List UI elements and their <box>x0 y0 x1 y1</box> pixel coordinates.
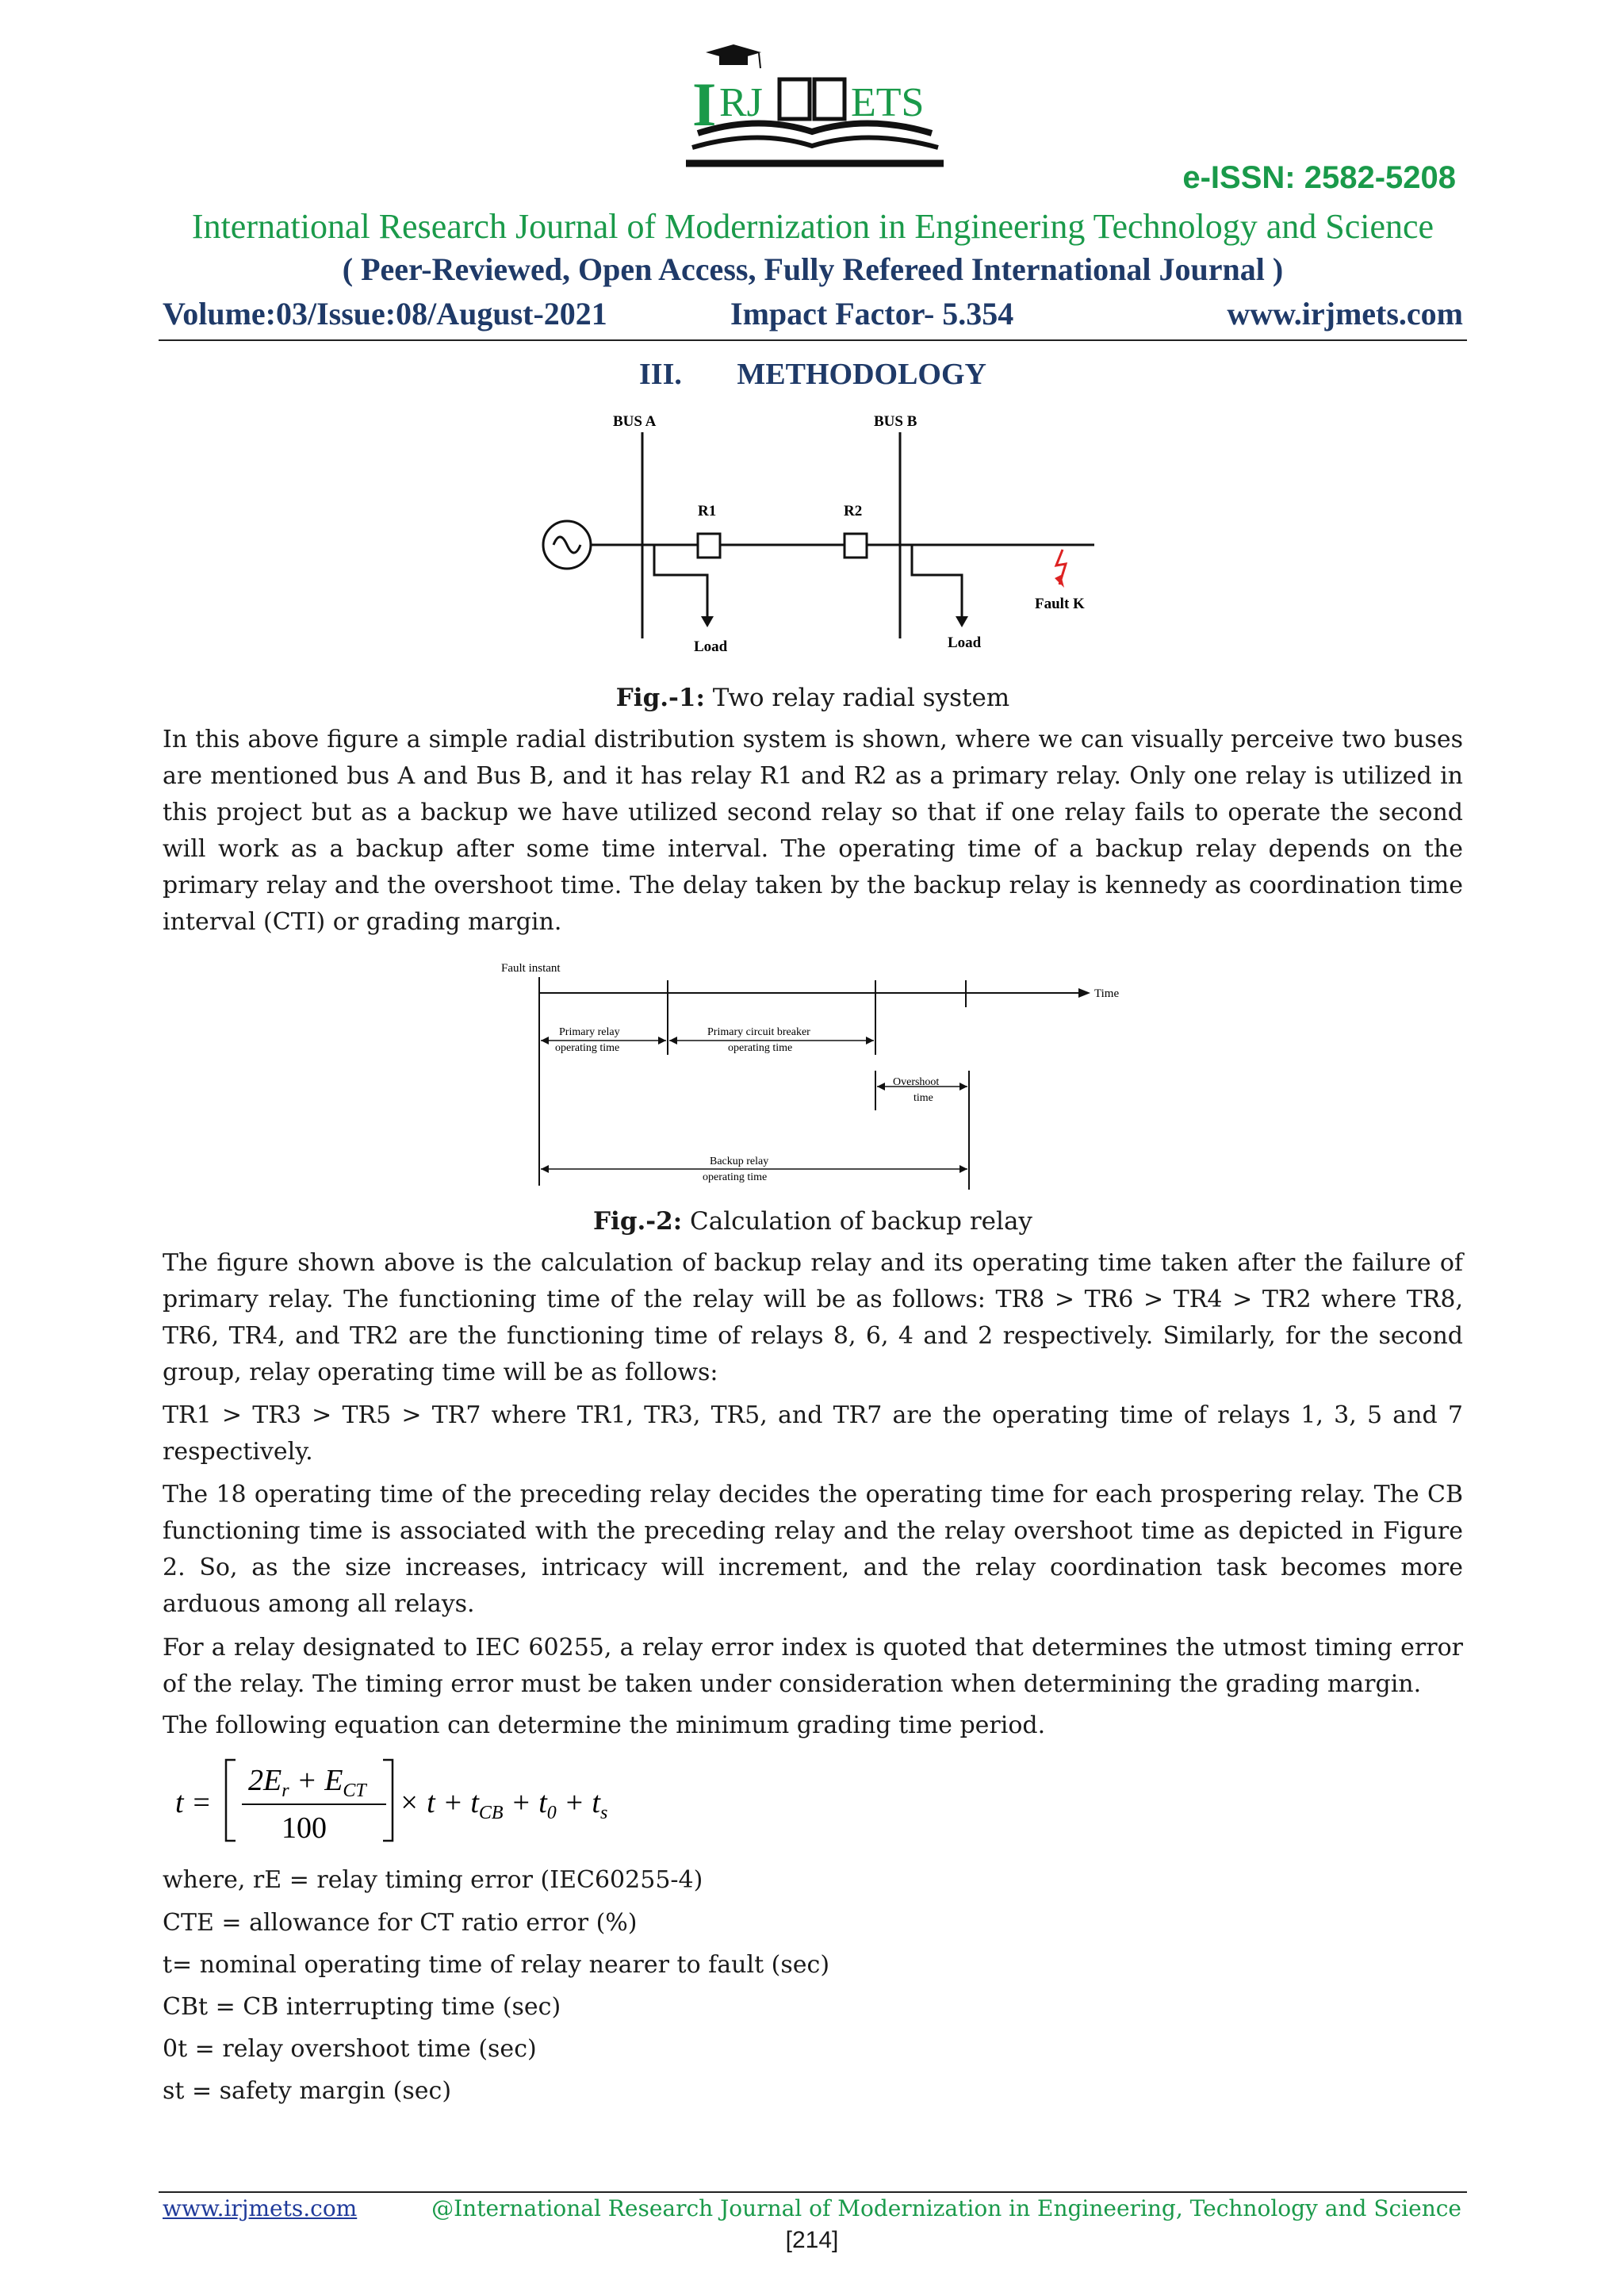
relay-r1-label: R1 <box>698 503 717 519</box>
svg-text:ETS: ETS <box>851 80 925 125</box>
load-1-label: Load <box>694 638 728 655</box>
section-heading <box>159 357 1467 392</box>
relay-r2-label: R2 <box>844 503 863 519</box>
eq-lhs: t = <box>175 1786 212 1819</box>
breaker-label: Primary circuit breaker <box>707 1026 810 1038</box>
bus-b-label: BUS B <box>874 413 917 430</box>
figure-1-caption-label: Fig.-1: <box>615 684 705 712</box>
figure-2-caption-label: Fig.-2: <box>593 1207 683 1236</box>
primary-relay-label: Primary relay <box>559 1026 620 1038</box>
header-rule <box>159 339 1467 341</box>
fault-label: Fault K <box>1035 596 1085 612</box>
footer-website-link[interactable]: www.irjmets.com <box>163 2195 358 2221</box>
figure-1-radial-system <box>523 408 1126 670</box>
journal-logo <box>670 38 956 181</box>
figure-2-caption-text: Calculation of backup relay <box>682 1207 1032 1236</box>
eq-denominator: 100 <box>282 1811 327 1845</box>
svg-text:I: I <box>692 70 717 139</box>
relay-r2 <box>845 534 867 558</box>
bus-a-label: BUS A <box>613 413 657 430</box>
journal-subtitle: ( Peer-Reviewed, Open Access, Fully Refereed International Journal ) <box>342 251 1284 287</box>
figure-2-backup-timing <box>492 952 1142 1190</box>
impact-factor: Impact Factor- 5.354 <box>730 296 1014 332</box>
section-number: III. <box>639 358 682 391</box>
svg-text:RJ: RJ <box>719 80 763 125</box>
backup-label: Backup relay <box>710 1156 769 1167</box>
paragraph-1: In this above figure a simple radial distribution system is shown, where we can visually perceive two buses are mentioned bus A and Bus B, and it has relay R1 and R2 as a primary relay. Only one relay is utilized in this project but as a backup we have utilized second relay so that if one relay fails to operate the second will work as a backup after some time interval. The operating time of a backup relay depends on the primary relay and the overshoot time. The delay taken by the backup relay is kennedy as coordination time interval (CTI) or grading margin. <box>163 726 1463 936</box>
primary-relay-label-2: operating time <box>555 1042 620 1054</box>
definition-2: CTE = allowance for CT ratio error (%) <box>163 1909 638 1937</box>
website-header[interactable]: www.irjmets.com <box>1227 296 1463 332</box>
load-2-label: Load <box>948 634 982 651</box>
issn: e-ISSN: 2582-5208 <box>1182 160 1456 195</box>
paragraph-5: For a relay designated to IEC 60255, a relay error index is quoted that determines the utmost timing error of the relay. The timing error must be taken under consideration when determining the grading margin. <box>163 1634 1463 1698</box>
paragraph-4: The 18 operating time of the preceding relay decides the operating time for each prospering relay. The CB functioning time is associated with the preceding relay and the relay overshoot time as depicted in Figure 2. So, as the size increases, intricacy will increment, and the relay coordination task becomes more arduous among all relays. <box>163 1481 1463 1618</box>
grading-time-equation <box>163 1749 607 1852</box>
figure-1-caption <box>159 684 1467 712</box>
definition-1: where, rE = relay timing error (IEC60255-4) <box>163 1866 703 1894</box>
journal-title: International Research Journal of Modernization in Engineering Technology and Science <box>191 207 1434 246</box>
overshoot-label-2: time <box>914 1092 933 1104</box>
figure-1-caption-text: Two relay radial system <box>704 684 1010 712</box>
relay-r1 <box>698 534 720 558</box>
paragraph-6: The following equation can determine the minimum grading time period. <box>163 1711 1046 1739</box>
definition-6: st = safety margin (sec) <box>163 2077 452 2105</box>
fault-instant-label: Fault instant <box>501 962 561 975</box>
definition-4: CBt = CB interrupting time (sec) <box>163 1993 561 2021</box>
backup-label-2: operating time <box>703 1171 768 1183</box>
figure-2-caption <box>159 1207 1467 1236</box>
overshoot-label: Overshoot <box>893 1076 940 1088</box>
breaker-label-2: operating time <box>728 1042 793 1054</box>
volume-row <box>163 295 1463 336</box>
page-number: [214] <box>785 2227 839 2253</box>
volume-info: Volume:03/Issue:08/August-2021 <box>163 296 607 332</box>
paragraph-3: TR1 > TR3 > TR5 > TR7 where TR1, TR3, TR5, and TR7 are the operating time of relays 1, 3, 5 and 7 respectively. <box>163 1401 1463 1466</box>
footer-rule <box>159 2191 1467 2193</box>
definition-3: t= nominal operating time of relay nearer to fault (sec) <box>163 1951 830 1979</box>
eq-rest: × $t + t_{CB} + t_0 + t_s$ <box>399 1786 608 1823</box>
footer-journal: @International Research Journal of Modernization in Engineering, Technology and Science <box>431 2195 1461 2221</box>
paragraph-2: The figure shown above is the calculation of backup relay and its operating time taken after the failure of primary relay. The functioning time of the relay will be as follows: TR8 > TR6 > TR4 > TR2 where TR8, TR6, TR4, and TR2 are the functioning time of relays 8, 6, 4 and 2 respectively. Similarly, for the second group, relay operating time will be as follows: <box>163 1249 1463 1386</box>
time-label: Time <box>1094 987 1120 1000</box>
definition-5: 0t = relay overshoot time (sec) <box>163 2035 537 2063</box>
section-title: METHODOLOGY <box>737 358 986 391</box>
eq-numerator: $2E_r + E_{CT}$ <box>248 1764 366 1801</box>
